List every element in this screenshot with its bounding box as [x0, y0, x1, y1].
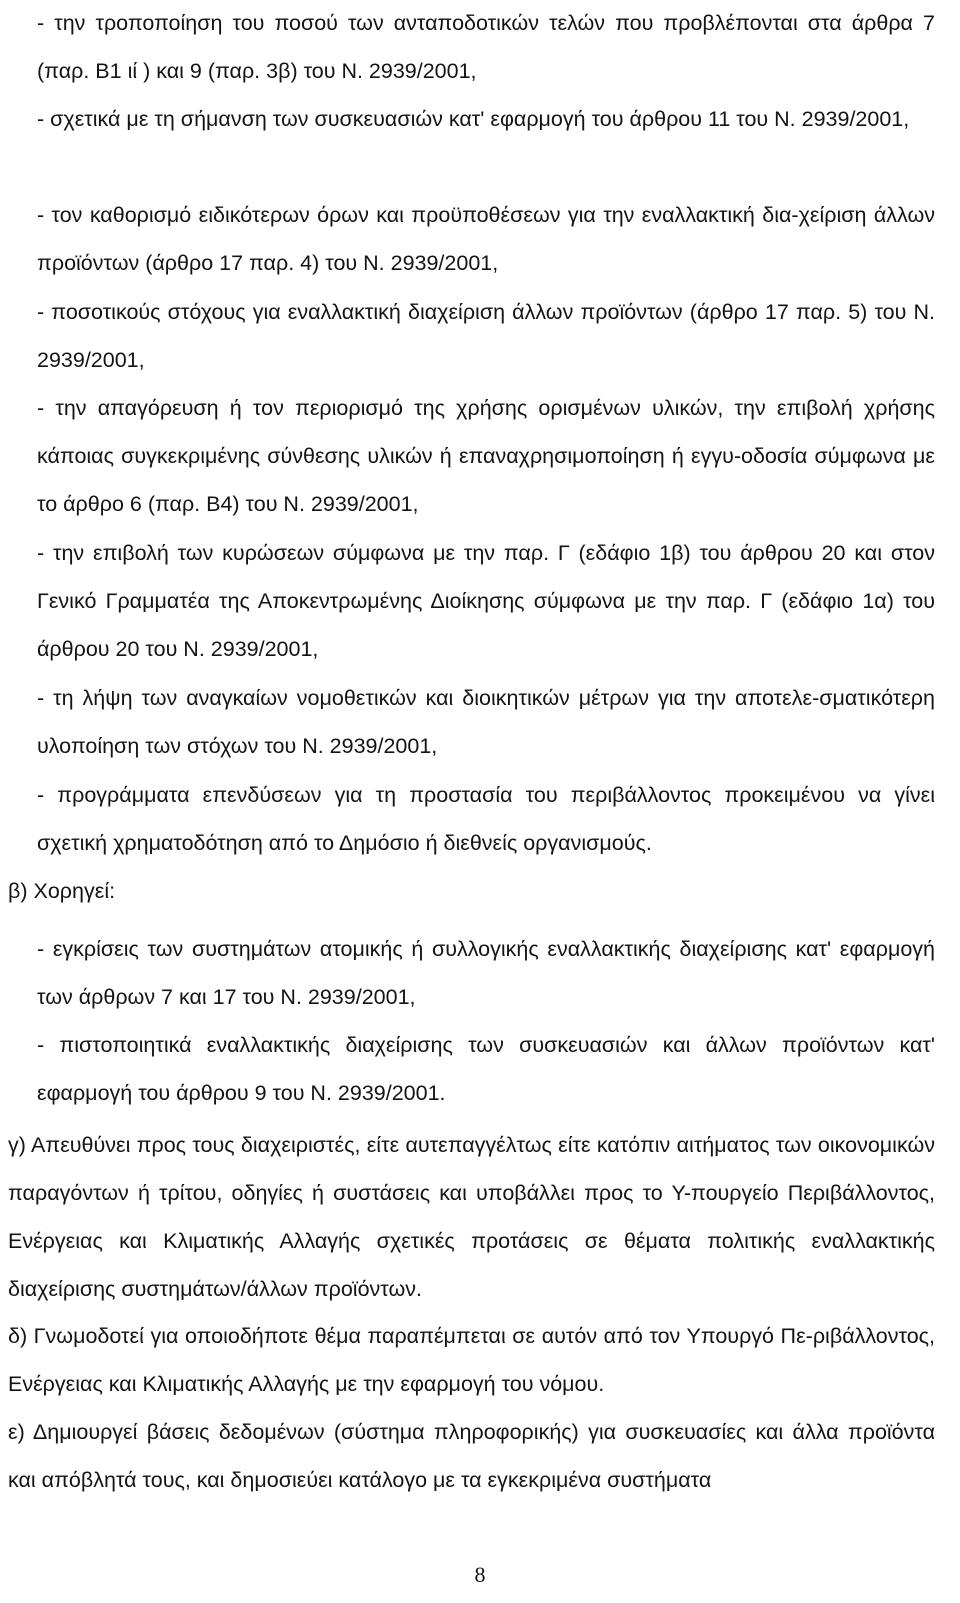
section-paragraph-opinions: δ) Γνωμοδοτεί για οποιοδήποτε θέμα παραπέμπεται σε αυτόν από τον Υπουργό Πε-ριβάλλοντος, Ενέργειας και Κλιματικής Αλλαγής με την εφαρμογή του νόμου. [8, 1324, 935, 1396]
bullet-paragraph-fee-amendment: - την τροποποίηση του ποσού των ανταποδοτικών τελών που προβλέπονται στα άρθρα 7 (παρ. Β1 ιί ) και 9 (παρ. 3β) του Ν. 2939/2001, [37, 11, 935, 83]
bullet-paragraph-quantitative-targets: - ποσοτικούς στόχους για εναλλακτική διαχείριση άλλων προϊόντων (άρθρο 17 παρ. 5) του Ν. 2939/2001, [37, 300, 935, 372]
bullet-paragraph-packaging-labeling: - σχετικά με τη σήμανση των συσκευασιών κατ' εφαρμογή του άρθρου 11 του Ν. 2939/2001, [37, 107, 910, 131]
bullet-paragraph-material-prohibition: - την απαγόρευση ή τον περιορισμό της χρήσης ορισμένων υλικών, την επιβολή χρήσης κάποιας συγκεκριμένης σύνθεσης υλικών ή επαναχρησιμοποίηση ή εγγυ-οδοσία σύμφωνα με το άρθρο 6 (παρ. Β4) του Ν. 2939/2001, [37, 396, 935, 516]
bullet-paragraph-system-approvals: - εγκρίσεις των συστημάτων ατομικής ή συλλογικής εναλλακτικής διαχείρισης κατ' εφαρμογή των άρθρων 7 και 17 του Ν. 2939/2001, [37, 937, 935, 1009]
bullet-paragraph-investment-programs: - προγράμματα επενδύσεων για τη προστασία του περιβάλλοντος προκειμένου να γίνει σχετική χρηματοδότηση από το Δημόσιο ή διεθνείς οργανισμούς. [37, 783, 935, 855]
bullet-paragraph-legislative-measures: - τη λήψη των αναγκαίων νομοθετικών και διοικητικών μέτρων για την αποτελε-σματικότερη υλοποίηση των στόχων του Ν. 2939/2001, [37, 686, 935, 758]
bullet-paragraph-sanctions: - την επιβολή των κυρώσεων σύμφωνα με την παρ. Γ (εδάφιο 1β) του άρθρου 20 και στον Γενικό Γραμματέα της Αποκεντρωμένης Διοίκησης σύμφωνα με την παρ. Γ (εδάφιο 1α) του άρθρου 20 του Ν. 2939/2001, [37, 541, 935, 661]
section-paragraph-guidelines: γ) Απευθύνει προς τους διαχειριστές, είτε αυτεπαγγέλτως είτε κατόπιν αιτήματος των οικονομικών παραγόντων ή τρίτου, οδηγίες ή συστάσεις και υποβάλλει προς το Υ-πουργείο Περιβάλλοντος, Ενέργειας και Κλιματικής Αλλαγής σχετικές προτάσεις σε θέματα πολιτικής εναλλακτικής διαχείρισης συστημάτων/άλλων προϊόντων. [8, 1133, 935, 1301]
page-number: 8 [474, 1562, 486, 1587]
section-paragraph-databases: ε) Δημιουργεί βάσεις δεδομένων (σύστημα πληροφορικής) για συσκευασίες και άλλα προϊόντα και απόβλητά τους, και δημοσιεύει κατάλογο με τα εγκεκριμένα συστήματα [8, 1420, 935, 1492]
bullet-paragraph-specific-terms: - τον καθορισμό ειδικότερων όρων και προϋποθέσεων για την εναλλακτική δια-χείριση άλλων προϊόντων (άρθρο 17 παρ. 4) του Ν. 2939/2001, [37, 203, 935, 275]
section-heading-grants: β) Χορηγεί: [8, 879, 116, 903]
bullet-paragraph-certificates: - πιστοποιητικά εναλλακτικής διαχείρισης των συσκευασιών και άλλων προϊόντων κατ' εφαρμογή του άρθρου 9 του Ν. 2939/2001. [37, 1033, 935, 1105]
